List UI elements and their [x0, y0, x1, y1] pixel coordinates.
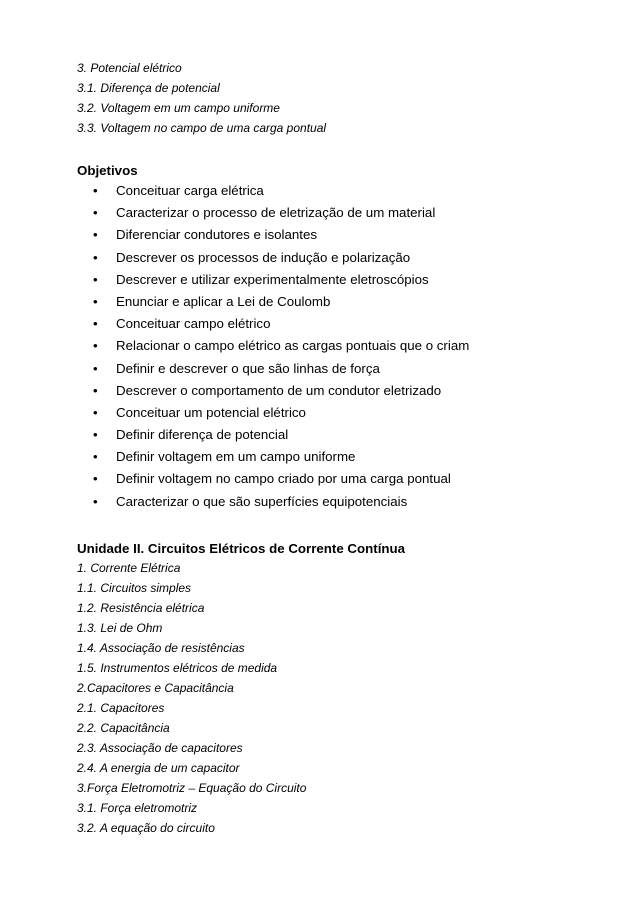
bullet-icon: • — [93, 249, 98, 265]
outline-item: 1.3. Lei de Ohm — [77, 621, 163, 635]
objective-text: Relacionar o campo elétrico as cargas pontuais que o criam — [116, 338, 470, 354]
bullet-icon: • — [93, 404, 98, 420]
outline-item: 3.Força Eletromotriz – Equação do Circuito — [77, 781, 307, 795]
outline-item: 2.3. Associação de capacitores — [77, 741, 243, 755]
objective-text: Conceituar um potencial elétrico — [116, 404, 306, 420]
bullet-icon: • — [93, 316, 98, 332]
objective-text: Descrever o comportamento de um condutor eletrizado — [116, 382, 442, 398]
objective-text: Diferenciar condutores e isolantes — [116, 227, 318, 243]
objective-text: Definir voltagem em um campo uniforme — [116, 449, 356, 465]
bullet-icon: • — [93, 471, 98, 487]
objective-text: Definir voltagem no campo criado por uma carga pontual — [116, 471, 451, 487]
outline-item: 1.2. Resistência elétrica — [77, 601, 205, 615]
outline-item: 3. Potencial elétrico — [77, 61, 182, 75]
bullet-icon: • — [93, 427, 98, 443]
objective-text: Definir e descrever o que são linhas de força — [116, 360, 380, 376]
unidade-ii-heading: Unidade II. Circuitos Elétricos de Corrente Contínua — [77, 541, 406, 556]
objective-text: Definir diferença de potencial — [116, 427, 289, 443]
bullet-icon: • — [93, 205, 98, 221]
bullet-icon: • — [93, 360, 98, 376]
bullet-icon: • — [93, 493, 98, 509]
objective-text: Caracterizar o processo de eletrização de um material — [116, 205, 436, 221]
section-potencial-list — [77, 58, 326, 138]
objective-text: Enunciar e aplicar a Lei de Coulomb — [116, 293, 331, 309]
outline-item: 1.1. Circuitos simples — [77, 581, 192, 595]
objective-text: Descrever os processos de indução e polarização — [116, 249, 411, 265]
bullet-icon: • — [93, 227, 98, 243]
bullet-icon: • — [93, 449, 98, 465]
outline-item: 1.5. Instrumentos elétricos de medida — [77, 661, 278, 675]
unidade-ii-list — [77, 558, 306, 838]
outline-item: 2.2. Capacitância — [77, 721, 170, 735]
bullet-icon: • — [93, 338, 98, 354]
objective-text: Caracterizar o que são superfícies equipotenciais — [116, 493, 408, 509]
outline-item: 3.1. Força eletromotriz — [77, 801, 198, 815]
objective-text: Conceituar carga elétrica — [116, 183, 264, 198]
bullet-icon: • — [93, 183, 98, 198]
outline-item: 3.1. Diferença de potencial — [77, 81, 220, 95]
bullet-icon: • — [93, 382, 98, 398]
outline-item: 3.2. A equação do circuito — [77, 821, 215, 835]
outline-item: 1.4. Associação de resistências — [77, 641, 245, 655]
outline-item: 2.Capacitores e Capacitância — [77, 681, 234, 695]
objective-text: Descrever e utilizar experimentalmente eletroscópios — [116, 271, 429, 287]
objetivos-heading: Objetivos — [77, 163, 138, 178]
objective-text: Conceituar campo elétrico — [116, 316, 271, 332]
outline-item: 1. Corrente Elétrica — [77, 561, 181, 575]
outline-item: 2.4. A energia de um capacitor — [77, 761, 240, 775]
bullet-icon: • — [93, 271, 98, 287]
outline-item: 3.3. Voltagem no campo de uma carga pontual — [77, 121, 327, 135]
bullet-icon: • — [93, 293, 98, 309]
outline-item: 2.1. Capacitores — [77, 701, 165, 715]
outline-item: 3.2. Voltagem em um campo uniforme — [77, 101, 280, 115]
